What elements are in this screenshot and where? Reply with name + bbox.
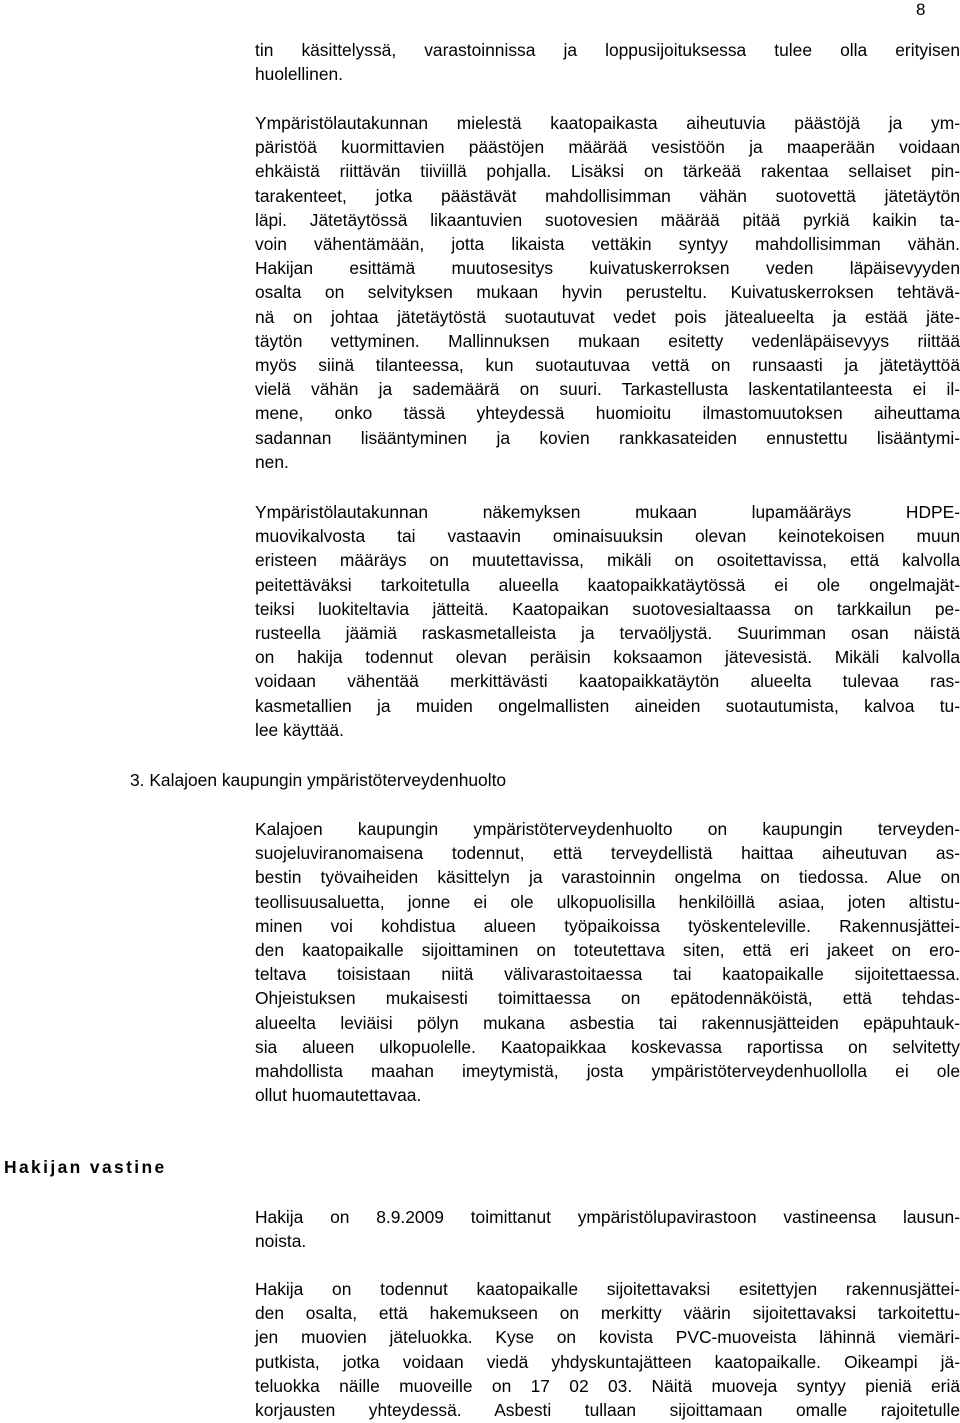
text-line: suojeluviranomaisena todennut, että terveydellistä haittaa aiheutuvan as- [255,843,960,864]
text-line: muovikalvosta tai vastaavin ominaisuuksin olevan keinotekoisen muun [255,526,960,547]
text-line: rusteella jäämiä raskasmetalleista ja tervaöljystä. Suurimman osan näistä [255,623,960,644]
paragraph-2 [255,111,960,474]
text-line: mahdollista maahan imeytymistä, josta ympäristöterveydenhuollolla ei ole [255,1061,960,1082]
text-line: ehkäistä riittävän tiiviillä pohjalla. Lisäksi on tärkeää rakentaa sellaiset pin- [255,161,960,182]
text-line: teltava toisistaan niitä välivarastoitaessa tai kaatopaikalle sijoitettaessa. [255,964,960,985]
text-line: putkista, jotka voidaan viedä yhdyskuntajätteen kaatopaikalle. Oikeampi jä- [255,1351,960,1372]
text-line: bestin työvaiheiden käsittelyn ja varastoinnin ongelma on tiedossa. Alue on [255,867,960,888]
text-line: voin vähentämään, jotta likaista vettäkin syntyy mahdollisimman vähän. [255,234,960,255]
text-line: nen. [255,451,289,472]
text-line: Ohjeistuksen mukaisesti toimittaessa on epätodennäköistä, että tehdas- [255,988,960,1009]
text-line: mene, onko tässä yhteydessä huomioitu ilmastomuutoksen aiheuttama [255,403,960,424]
text-line: ollut huomautettavaa. [255,1085,422,1106]
paragraph-1 [255,38,960,86]
text-line: tarakenteet, jotka päästävät mahdollisimman vähän suotovettä jätetäytön [255,185,960,206]
text-line: läpi. Jätetäytössä likaantuvien suotovesien määrää pitää pyrkiä kaikin ta- [255,209,960,230]
text-line: vielä vähän ja sademäärä on suuri. Tarkastellusta laskentatilanteesta ei il- [255,379,960,400]
text-line: kasmetallien ja muiden ongelmallisten aineiden suotautumista, kalvoa tu- [255,695,960,716]
text-line: Ympäristölautakunnan mielestä kaatopaikasta aiheutuvia päästöjä ja ym- [255,113,960,133]
paragraph-6 [255,1277,960,1422]
text-line: jen muovien jäteluokka. Kyse on kovista PVC-muoveista lähinnä viemäri- [255,1327,960,1348]
text-line: osalta on selvityksen mukaan hyvin perusteltu. Kuivatuskerroksen tehtävä- [255,282,960,303]
text-line: nä on johtaa jätetäytöstä suotautuvat vedet pois jätealueelta ja estää jäte- [255,306,960,327]
paragraph-3 [255,500,960,742]
text-line: voidaan vähentää merkittävästi kaatopaikkatäytön alueelta tulevaa ras- [255,671,960,692]
text-line: minen voi kohdistua alueen työpaikoissa työskenteleville. Rakennusjättei- [255,915,960,936]
text-line: korjausten yhteydessä. Asbesti tullaan sijoittamaan omalle rajoitetulle [255,1400,960,1421]
text-line: päristöä kuormittavien päästöjen määrää vesistöön ja maaperään voidaan [255,137,960,158]
text-line: eristeen määräys on muutettavissa, mikäli on osoitettavissa, että kalvolla [255,550,960,571]
text-line: lee käyttää. [255,719,344,740]
text-line: huolellinen. [255,64,343,85]
text-line: teluokka näille muoveille on 17 02 03. Näitä muoveja syntyy pieniä eriä [255,1375,960,1396]
text-line: den osalta, että hakemukseen on merkitty väärin sijoitettavaksi tarkoitettu- [255,1303,960,1324]
paragraph-5 [255,1205,960,1253]
text-line: täytön vettyminen. Mallinnuksen mukaan esitetty vedenläpäisevyys riittää [255,330,960,351]
paragraph-4 [255,817,960,1107]
text-line: peitettäväksi tarkoitetulla alueella kaatopaikkatäytössä ei ole ongelmajät- [255,574,960,595]
text-line: sadannan lisääntyminen ja kovien rankkasateiden ennustettu lisääntymi- [255,427,960,448]
text-line: on hakija todennut olevan peräisin koksaamon jätevesistä. Mikäli kalvolla [255,647,960,668]
side-heading-hakijan-vastine: Hakijan vastine [4,1157,167,1177]
text-line: tin käsittelyssä, varastoinnissa ja loppusijoituksessa tulee olla erityisen [255,40,960,60]
text-line: den kaatopaikalle sijoittaminen on toteutettava siten, että eri jakeet on ero- [255,940,960,961]
text-line: myös siinä tilanteessa, kun suotautuvaa vettä on runsaasti ja jätetäyttöä [255,355,960,376]
text-line: Ympäristölautakunnan näkemyksen mukaan lupamääräys HDPE- [255,502,960,522]
text-line: teollisuusaluetta, jonne ei ole ulkopuolisilla henkilöillä asiaa, joten altistu- [255,891,960,912]
text-line: Hakija on 8.9.2009 toimittanut ympäristölupavirastoon vastineensa lausun- [255,1207,960,1227]
text-line: Hakijan esittämä muutosesitys kuivatuskerroksen veden läpäisevyyden [255,258,960,279]
page-number: 8 [916,0,926,19]
text-line: alueelta leviäisi pölyn mukana asbestia tai rakennusjätteiden epäpuhtauk- [255,1012,960,1033]
text-line: Hakija on todennut kaatopaikalle sijoitettavaksi esitettyjen rakennusjättei- [255,1279,960,1299]
text-line: sia alueen ulkopuolelle. Kaatopaikkaa koskevassa raportissa on selvitetty [255,1036,960,1057]
text-line: noista. [255,1231,307,1252]
section-heading-3: 3. Kalajoen kaupungin ympäristöterveydenhuolto [130,770,507,790]
text-line: Kalajoen kaupungin ympäristöterveydenhuolto on kaupungin terveyden- [255,819,960,839]
text-line: teiksi luokiteltavia jätteitä. Kaatopaikan suotovesialtaassa on tarkkailun pe- [255,598,960,619]
